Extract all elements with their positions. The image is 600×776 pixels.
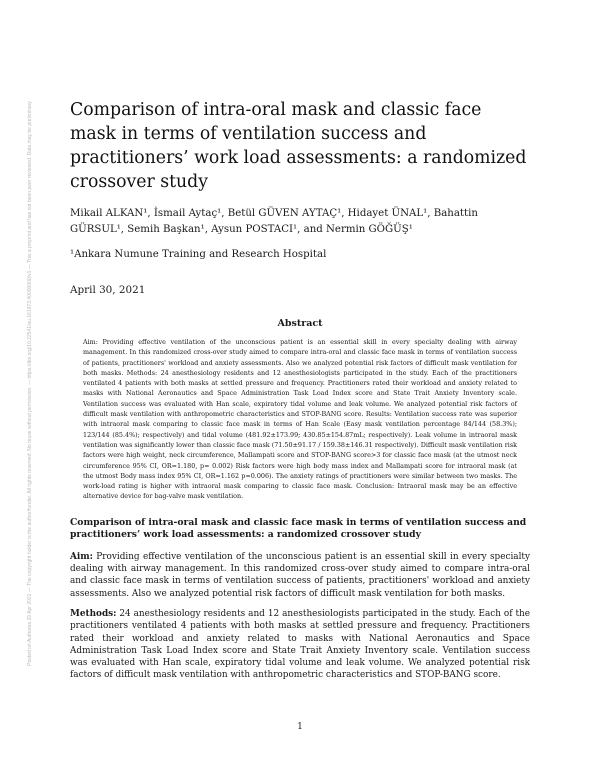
aim-text: Providing effective ventilation of the unconscious patient is an essential skill in every specialty dealing with airway management. In this randomized cross-over study aimed to compare intra-oral and classic face mask in terms of ventilation success of patients, practitioners' workload and anxiety assessments. Also we analyzed potential risk factors of difficult mask ventilation for both masks. <box>70 551 530 599</box>
page-number: 1 <box>297 722 303 732</box>
publication-date: April 30, 2021 <box>70 284 146 296</box>
methods-label: Methods: <box>70 608 117 619</box>
author-list: Mikail ALKAN¹, İsmail Aytaç¹, Betül GÜVEN AYTAÇ¹, Hidayet ÜNAL¹, Bahattin GÜRSUL¹, Semih Başkan¹, Aysun POSTACI¹, and Nermin GÖĞÜŞ¹ <box>70 208 478 235</box>
paper-title: Comparison of intra-oral mask and classic face mask in terms of ventilation success and practitioners’ work load assessments: a randomized crossover study <box>70 100 527 192</box>
section-title: Comparison of intra-oral mask and classic face mask in terms of ventilation success and practitioners’ work load assessments: a randomized crossover study <box>70 516 527 541</box>
affiliation: ¹Ankara Numune Training and Research Hospital <box>70 249 327 260</box>
methods-text: 24 anesthesiology residents and 12 anesthesiologists participated in the study. Each of the practitioners ventilated 4 patients with both masks at settled pressure and frequency. Practitioners rated their workload and anxiety related to masks with National Aeronautics and Space Administration Task Load Index score and State Trait Anxiety Inventory scale. Ventilation success was evaluated with Han scale, expiratory tidal volume and leak volume. We analyzed potential risk factors of difficult mask ventilation with anthropometric characteristics and STOP-BANG score. <box>70 608 530 681</box>
preprint-sidebar-notice: Posted on Authorea 29 Apr 2021 — The copyright holder is the author/funder. All rights reserved. No reuse without permission. — https://doi.org/10.22541/au.161973.40000000/v1 — This a preprint and has not been peer reviewed. Data may be preliminary. <box>27 100 33 666</box>
abstract-heading: Abstract <box>277 318 323 329</box>
abstract-body: Aim: Providing effective ventilation of the unconscious patient is an essential skill in every specialty dealing with airway management. In this randomized cross-over study aimed to compare intra-oral and classic face mask in terms of ventilation success of patients, practitioners' workload and anxiety assessments. Also we analyzed potential risk factors of difficult mask ventilation for both masks. Methods: 24 anesthesiology residents and 12 anesthesiologists participated in the study. Each of the practitioners ventilated 4 patients with both masks at settled pressure and frequency. Practitioners rated their workload and anxiety related to masks with National Aeronautics and Space Administration Task Load Index score and State Trait Anxiety Inventory scale. Ventilation success was evaluated with Han scale, expiratory tidal volume and leak volume. We analyzed potential risk factors of difficult mask ventilation with anthropometric characteristics and STOP-BANG score. Results: Ventilation success rate was superior with intraoral mask comparing to classic face mask in terms of Han Scale (Easy mask ventilation percentage 84/144 (58.3%); 123/144 (85.4%); respectively) and tidal volume (481.92±173.99; 430.85±154.87mL; respectively). Leak volume in intraoral mask ventilation was significantly lower than classic face mask (71.50±91.17 / 159.38±146.31 respectively). Difficult mask ventilation risk factors were high weight, neck circumference, Mallampati score and STOP-BANG score>3 for classic face mask (at the utmost neck circumference 95% CI, OR=1.180, p= 0.002) Risk factors were high body mass index and Mallampati score for intraoral mask (at the utmost Body mass index 95% CI, OR=1.162 p=0.006). The anxiety ratings of practitioners were similar between two masks. The work-load rating is higher with intraoral mask comparing to classic face mask. Conclusion: Intraoral mask may be an effective alternative device for bag-valve mask ventilation. <box>83 338 517 501</box>
aim-paragraph <box>70 551 530 600</box>
methods-paragraph <box>70 608 530 682</box>
aim-label: Aim: <box>70 551 93 562</box>
paper-page <box>70 98 530 690</box>
